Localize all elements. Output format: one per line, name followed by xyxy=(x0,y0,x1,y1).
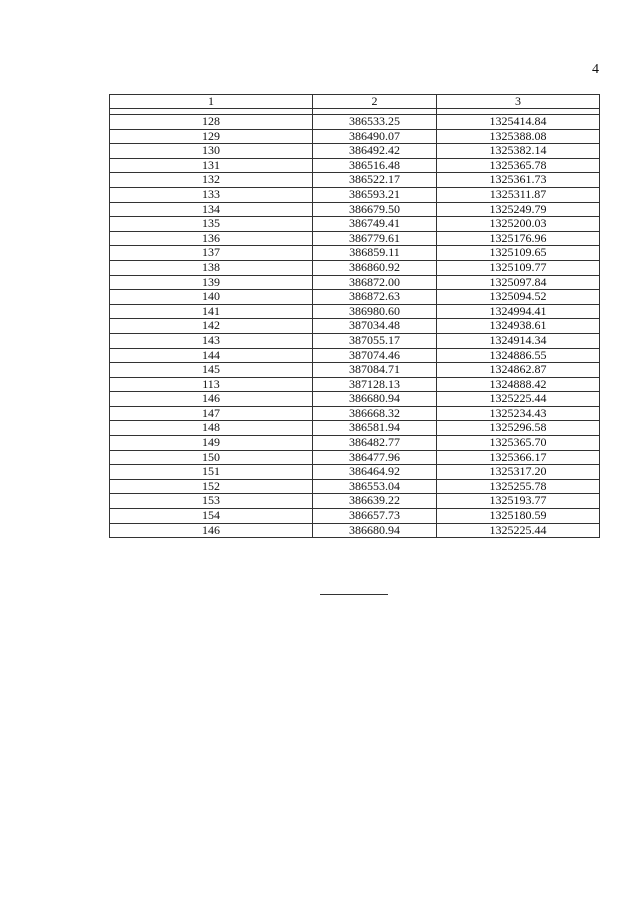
page-number: 4 xyxy=(592,62,599,77)
y-coordinate-cell: 1325365.78 xyxy=(437,158,600,173)
table-row xyxy=(110,304,600,319)
x-coordinate-cell: 386492.42 xyxy=(313,144,437,159)
x-coordinate-cell: 386680.94 xyxy=(313,392,437,407)
table-row xyxy=(110,217,600,232)
point-number-cell: 146 xyxy=(110,392,313,407)
x-coordinate-cell: 387055.17 xyxy=(313,333,437,348)
y-coordinate-cell: 1325225.44 xyxy=(437,392,600,407)
point-number-cell: 154 xyxy=(110,509,313,524)
x-coordinate-cell: 386679.50 xyxy=(313,202,437,217)
x-coordinate-cell: 387074.46 xyxy=(313,348,437,363)
table-row xyxy=(110,319,600,334)
point-number-cell: 130 xyxy=(110,144,313,159)
x-coordinate-cell: 386980.60 xyxy=(313,304,437,319)
table-row xyxy=(110,290,600,305)
y-coordinate-cell: 1324888.42 xyxy=(437,377,600,392)
table-row xyxy=(110,523,600,538)
y-coordinate-cell: 1325234.43 xyxy=(437,406,600,421)
point-number-cell: 132 xyxy=(110,173,313,188)
y-coordinate-cell: 1325366.17 xyxy=(437,450,600,465)
table-row xyxy=(110,406,600,421)
y-coordinate-cell: 1324914.34 xyxy=(437,333,600,348)
point-number-cell: 153 xyxy=(110,494,313,509)
table-row xyxy=(110,450,600,465)
point-number-cell: 149 xyxy=(110,436,313,451)
y-coordinate-cell: 1324862.87 xyxy=(437,363,600,378)
x-coordinate-cell: 386860.92 xyxy=(313,260,437,275)
point-number-cell: 146 xyxy=(110,523,313,538)
point-number-cell: 147 xyxy=(110,406,313,421)
x-coordinate-cell: 386872.63 xyxy=(313,290,437,305)
y-coordinate-cell: 1325255.78 xyxy=(437,479,600,494)
point-number-cell: 145 xyxy=(110,363,313,378)
x-coordinate-cell: 386593.21 xyxy=(313,187,437,202)
y-coordinate-cell: 1325414.84 xyxy=(437,115,600,130)
table-row xyxy=(110,436,600,451)
table-row xyxy=(110,363,600,378)
point-number-cell: 129 xyxy=(110,129,313,144)
table-row xyxy=(110,115,600,130)
y-coordinate-cell: 1325176.96 xyxy=(437,231,600,246)
x-coordinate-cell: 387128.13 xyxy=(313,377,437,392)
point-number-cell: 140 xyxy=(110,290,313,305)
table-row xyxy=(110,231,600,246)
x-coordinate-cell: 386581.94 xyxy=(313,421,437,436)
table-row xyxy=(110,246,600,261)
table-row xyxy=(110,173,600,188)
point-number-cell: 135 xyxy=(110,217,313,232)
table-row xyxy=(110,421,600,436)
x-coordinate-cell: 386872.00 xyxy=(313,275,437,290)
point-number-cell: 139 xyxy=(110,275,313,290)
point-number-cell: 144 xyxy=(110,348,313,363)
table-row xyxy=(110,129,600,144)
y-coordinate-cell: 1325225.44 xyxy=(437,523,600,538)
point-number-cell: 128 xyxy=(110,115,313,130)
table-row xyxy=(110,494,600,509)
point-number-cell: 134 xyxy=(110,202,313,217)
x-coordinate-cell: 386749.41 xyxy=(313,217,437,232)
point-number-cell: 142 xyxy=(110,319,313,334)
y-coordinate-cell: 1324938.61 xyxy=(437,319,600,334)
table-row xyxy=(110,509,600,524)
point-number-cell: 150 xyxy=(110,450,313,465)
y-coordinate-cell: 1325180.59 xyxy=(437,509,600,524)
y-coordinate-cell: 1325365.70 xyxy=(437,436,600,451)
table-row xyxy=(110,348,600,363)
x-coordinate-cell: 386522.17 xyxy=(313,173,437,188)
column-header: 2 xyxy=(313,95,437,109)
x-coordinate-cell: 387084.71 xyxy=(313,363,437,378)
point-number-cell: 143 xyxy=(110,333,313,348)
x-coordinate-cell: 386464.92 xyxy=(313,465,437,480)
x-coordinate-cell: 386533.25 xyxy=(313,115,437,130)
end-of-document-line xyxy=(320,594,388,595)
x-coordinate-cell: 386859.11 xyxy=(313,246,437,261)
x-coordinate-cell: 386639.22 xyxy=(313,494,437,509)
y-coordinate-cell: 1325296.58 xyxy=(437,421,600,436)
y-coordinate-cell: 1325094.52 xyxy=(437,290,600,305)
x-coordinate-cell: 386477.96 xyxy=(313,450,437,465)
table-row xyxy=(110,260,600,275)
point-number-cell: 138 xyxy=(110,260,313,275)
table-row xyxy=(110,465,600,480)
y-coordinate-cell: 1325193.77 xyxy=(437,494,600,509)
table-row xyxy=(110,392,600,407)
table-row xyxy=(110,479,600,494)
point-number-cell: 151 xyxy=(110,465,313,480)
y-coordinate-cell: 1325200.03 xyxy=(437,217,600,232)
y-coordinate-cell: 1325109.77 xyxy=(437,260,600,275)
y-coordinate-cell: 1325388.08 xyxy=(437,129,600,144)
x-coordinate-cell: 386490.07 xyxy=(313,129,437,144)
point-number-cell: 131 xyxy=(110,158,313,173)
table-row xyxy=(110,377,600,392)
x-coordinate-cell: 386553.04 xyxy=(313,479,437,494)
y-coordinate-cell: 1325097.84 xyxy=(437,275,600,290)
x-coordinate-cell: 386680.94 xyxy=(313,523,437,538)
table-row xyxy=(110,202,600,217)
coordinates-table xyxy=(109,94,600,538)
point-number-cell: 133 xyxy=(110,187,313,202)
y-coordinate-cell: 1325317.20 xyxy=(437,465,600,480)
x-coordinate-cell: 386779.61 xyxy=(313,231,437,246)
table-row xyxy=(110,158,600,173)
y-coordinate-cell: 1325311.87 xyxy=(437,187,600,202)
y-coordinate-cell: 1324994.41 xyxy=(437,304,600,319)
x-coordinate-cell: 386657.73 xyxy=(313,509,437,524)
y-coordinate-cell: 1325382.14 xyxy=(437,144,600,159)
y-coordinate-cell: 1325249.79 xyxy=(437,202,600,217)
table-body xyxy=(110,115,600,538)
table-row xyxy=(110,144,600,159)
table-row xyxy=(110,187,600,202)
table-header-row xyxy=(110,95,600,109)
point-number-cell: 113 xyxy=(110,377,313,392)
y-coordinate-cell: 1324886.55 xyxy=(437,348,600,363)
x-coordinate-cell: 387034.48 xyxy=(313,319,437,334)
point-number-cell: 152 xyxy=(110,479,313,494)
point-number-cell: 136 xyxy=(110,231,313,246)
x-coordinate-cell: 386516.48 xyxy=(313,158,437,173)
column-header: 1 xyxy=(110,95,313,109)
table-row xyxy=(110,275,600,290)
point-number-cell: 148 xyxy=(110,421,313,436)
point-number-cell: 141 xyxy=(110,304,313,319)
x-coordinate-cell: 386482.77 xyxy=(313,436,437,451)
x-coordinate-cell: 386668.32 xyxy=(313,406,437,421)
column-header: 3 xyxy=(437,95,600,109)
table-row xyxy=(110,333,600,348)
point-number-cell: 137 xyxy=(110,246,313,261)
y-coordinate-cell: 1325109.65 xyxy=(437,246,600,261)
y-coordinate-cell: 1325361.73 xyxy=(437,173,600,188)
